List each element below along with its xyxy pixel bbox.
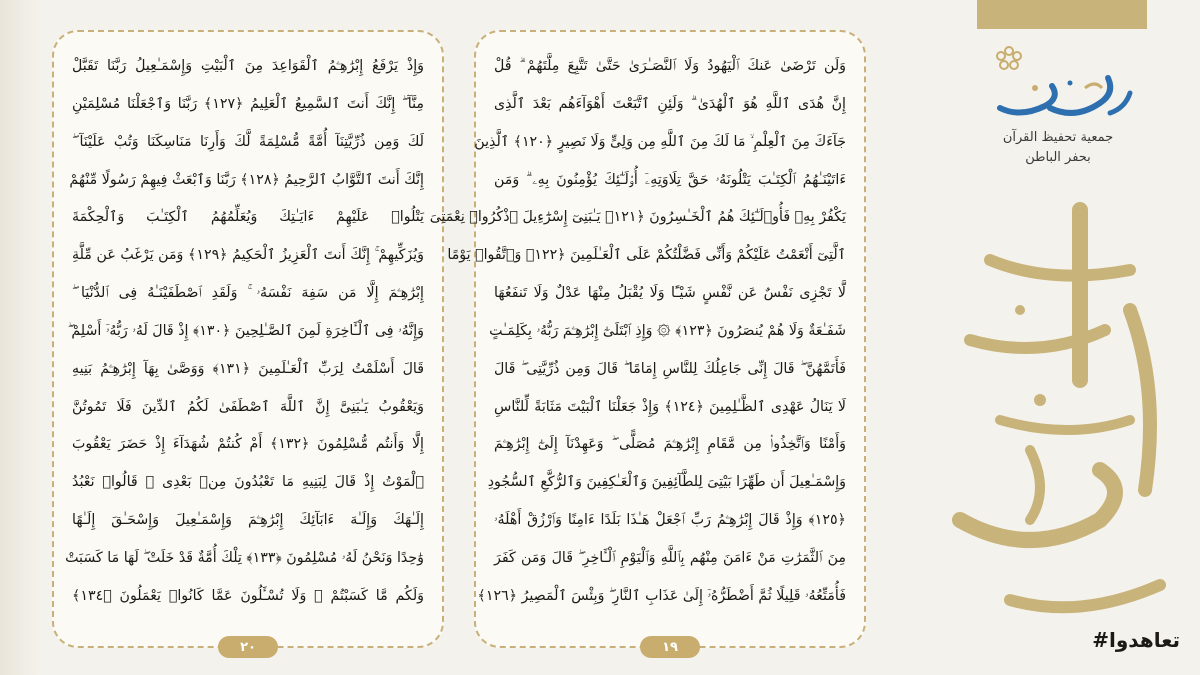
- tahadu-calligraphy: [930, 190, 1190, 620]
- page-number-badge: ١٩: [640, 636, 700, 658]
- verse-line: جَآءَكَ مِنَ ٱلْعِلْمِ ۙ مَا لَكَ مِنَ ٱللَّهِ مِن وَلِىٍّ وَلَا نَصِيرٍ ﴿١٢٠﴾ ٱلَّذِينَ: [474, 133, 846, 150]
- verse-line: يَكْفُرْ بِهِۦ فَأُو۟لَـٰٓئِكَ هُمُ ٱلْخَـٰسِرُونَ ﴿١٢١﴾ يَـٰبَنِىٓ إِسْرَٰٓءِيلَ ٱذْكُرُوا۟ نِعْمَتِىَ: [429, 209, 846, 226]
- verse-line: فَأُمَتِّعُهُۥ قَلِيلًا ثُمَّ أَضْطَرُّهُۥٓ إِلَىٰ عَذَابِ ٱلنَّارِ ۖ وَبِئْسَ ٱلْمَصِيرُ ﴿١٢٦﴾: [477, 587, 846, 604]
- verse-line: إِنَّكَ أَنتَ ٱلتَّوَّابُ ٱلرَّحِيمُ ﴿١٢٨﴾ رَبَّنَا وَٱبْعَثْ فِيهِمْ رَسُولًا مِّنْهُمْ: [69, 171, 424, 188]
- verse-line: قَالَ أَسْلَمْتُ لِرَبِّ ٱلْعَـٰلَمِينَ ﴿١٣١﴾ وَوَصَّىٰ بِهَآ إِبْرَٰهِـۧمُ بَنِيهِ: [72, 360, 424, 377]
- verse-line: وَلَكُم مَّا كَسَبْتُمْ ۖ وَلَا تُسْـَٔلُونَ عَمَّا كَانُوا۟ يَعْمَلُونَ ﴿١٣٤﴾: [72, 587, 424, 604]
- verse-line: ﴿١٢٥﴾ وَإِذْ قَالَ إِبْرَٰهِـۧمُ رَبِّ ٱجْعَلْ هَـٰذَا بَلَدًا ءَامِنًا وَٱرْزُقْ أَهْلَهُۥ: [494, 512, 846, 529]
- verse-line: مِنَ ٱلثَّمَرَٰتِ مَنْ ءَامَنَ مِنْهُم بِٱللَّهِ وَٱلْيَوْمِ ٱلْـَٔاخِرِ ۖ قَالَ وَمَن كَفَرَ: [494, 549, 846, 566]
- verse-line: وَأَمْنًا وَٱتَّخِذُوا۟ مِن مَّقَامِ إِبْرَٰهِـۧمَ مُصَلًّى ۖ وَعَهِدْنَآ إِلَىٰٓ إِبْرَٰهِـۧمَ: [494, 436, 846, 453]
- verse-line: ٱلْمَوْتُ إِذْ قَالَ لِبَنِيهِ مَا تَعْبُدُونَ مِنۢ بَعْدِى ۖ قَالُوا۟ نَعْبُدُ: [72, 474, 424, 491]
- verse-line: وَلَن تَرْضَىٰ عَنكَ ٱلْيَهُودُ وَلَا ٱلنَّصَـٰرَىٰ حَتَّىٰ تَتَّبِعَ مِلَّتَهُمْ ۗ قُلْ: [494, 58, 846, 74]
- verse-line: فَأَتَمَّهُنَّ ۖ قَالَ إِنِّى جَاعِلُكَ لِلنَّاسِ إِمَامًا ۖ قَالَ وَمِن ذُرِّيَّتِى ۖ قَالَ: [494, 360, 846, 377]
- verse-line: وَإِنَّهُۥ فِى ٱلْـَٔاخِرَةِ لَمِنَ ٱلصَّـٰلِحِينَ ﴿١٣٠﴾ إِذْ قَالَ لَهُۥ رَبُّهُۥٓ أَسْلِمْ ۖ: [67, 322, 424, 339]
- verse-line: وَإِسْمَـٰعِيلَ أَن طَهِّرَا بَيْتِىَ لِلطَّآئِفِينَ وَٱلْعَـٰكِفِينَ وَٱلرُّكَّعِ ٱلسُّجُودِ: [487, 474, 846, 491]
- verse-line: يَتْلُوا۟ عَلَيْهِمْ ءَايَـٰتِكَ وَيُعَلِّمُهُمُ ٱلْكِتَـٰبَ وَٱلْحِكْمَةَ: [72, 209, 424, 226]
- page-number-badge: ٢٠: [218, 636, 278, 658]
- calligraphy-logo-mark: [990, 58, 1140, 128]
- verse-line: إِنَّ هُدَى ٱللَّهِ هُوَ ٱلْهُدَىٰ ۗ وَلَئِنِ ٱتَّبَعْتَ أَهْوَآءَهُم بَعْدَ ٱلَّذِى: [494, 95, 846, 112]
- verse-line: إِبْرَٰهِـۧمَ إِلَّا مَن سَفِهَ نَفْسَهُۥ ۚ وَلَقَدِ ٱصْطَفَيْنَـٰهُ فِى ٱلدُّنْيَا ۖ: [72, 285, 424, 302]
- verse-line: إِلَّا وَأَنتُم مُّسْلِمُونَ ﴿١٣٢﴾ أَمْ كُنتُمْ شُهَدَآءَ إِذْ حَضَرَ يَعْقُوبَ: [72, 436, 424, 453]
- quran-page-right: [429, 30, 866, 655]
- verse-line: وَإِذْ يَرْفَعُ إِبْرَٰهِـۧمُ ٱلْقَوَاعِدَ مِنَ ٱلْبَيْتِ وَإِسْمَـٰعِيلُ رَبَّنَا تَقَبَّلْ: [72, 58, 424, 74]
- org-name-line2: بحفر الباطن: [1025, 150, 1091, 165]
- org-logo: [968, 38, 1168, 188]
- verses-block: [429, 52, 847, 610]
- edge-shade: [0, 0, 40, 675]
- verse-line: ءَاتَيْنَـٰهُمُ ٱلْكِتَـٰبَ يَتْلُونَهُۥ حَقَّ تِلَاوَتِهِۦٓ أُو۟لَـٰٓئِكَ يُؤْمِنُونَ بِهِۦ ۗ وَمَن: [494, 171, 846, 188]
- verse-line: لَا يَنَالُ عَهْدِى ٱلظَّـٰلِمِينَ ﴿١٢٤﴾ وَإِذْ جَعَلْنَا ٱلْبَيْتَ مَثَابَةً لِّلنَّاسِ: [494, 398, 847, 415]
- verse-line: شَفَـٰعَةٌ وَلَا هُمْ يُنصَرُونَ ﴿١٢٣﴾ ۞ وَإِذِ ٱبْتَلَىٰٓ إِبْرَٰهِـۧمَ رَبُّهُۥ بِكَلِمَـٰتٍ: [489, 322, 846, 339]
- verse-line: لَّا تَجْزِى نَفْسٌ عَن نَّفْسٍ شَيْـًٔا وَلَا يُقْبَلُ مِنْهَا عَدْلٌ وَلَا تَنفَعُهَا: [494, 285, 846, 302]
- verse-line: وَٰحِدًا وَنَحْنُ لَهُۥ مُسْلِمُونَ ﴿١٣٣﴾ تِلْكَ أُمَّةٌ قَدْ خَلَتْ ۖ لَهَا مَا كَسَبَتْ: [65, 549, 424, 566]
- verse-line: إِلَـٰهَكَ وَإِلَـٰهَ ءَابَآئِكَ إِبْرَٰهِـۧمَ وَإِسْمَـٰعِيلَ وَإِسْحَـٰقَ إِلَـٰهًا: [72, 512, 424, 529]
- gold-top-bar: [977, 0, 1147, 29]
- hashtag-text: #تعاهدوا: [1092, 628, 1180, 652]
- org-name-line1: جمعية تحفيظ القرآن: [1002, 130, 1114, 145]
- verse-line: ٱلَّتِىٓ أَنْعَمْتُ عَلَيْكُمْ وَأَنِّى فَضَّلْتُكُمْ عَلَى ٱلْعَـٰلَمِينَ ﴿١٢٢﴾ وَٱتَّقُوا۟ يَوْمًا: [447, 247, 846, 264]
- verses-block: [65, 52, 424, 610]
- verse-line: وَيَعْقُوبُ يَـٰبَنِىَّ إِنَّ ٱللَّهَ ٱصْطَفَىٰ لَكُمُ ٱلدِّينَ فَلَا تَمُوتُنَّ: [72, 398, 424, 415]
- quran-page-left: [52, 30, 444, 655]
- verse-line: مِنَّآ ۖ إِنَّكَ أَنتَ ٱلسَّمِيعُ ٱلْعَلِيمُ ﴿١٢٧﴾ رَبَّنَا وَٱجْعَلْنَا مُسْلِمَيْنِ: [72, 95, 424, 112]
- verse-line: لَكَ وَمِن ذُرِّيَّتِنَآ أُمَّةً مُّسْلِمَةً لَّكَ وَأَرِنَا مَنَاسِكَنَا وَتُبْ عَلَيْنَآ ۖ: [72, 133, 424, 150]
- verse-line: وَيُزَكِّيهِمْ ۚ إِنَّكَ أَنتَ ٱلْعَزِيزُ ٱلْحَكِيمُ ﴿١٢٩﴾ وَمَن يَرْغَبُ عَن مِّلَّةِ: [72, 247, 424, 264]
